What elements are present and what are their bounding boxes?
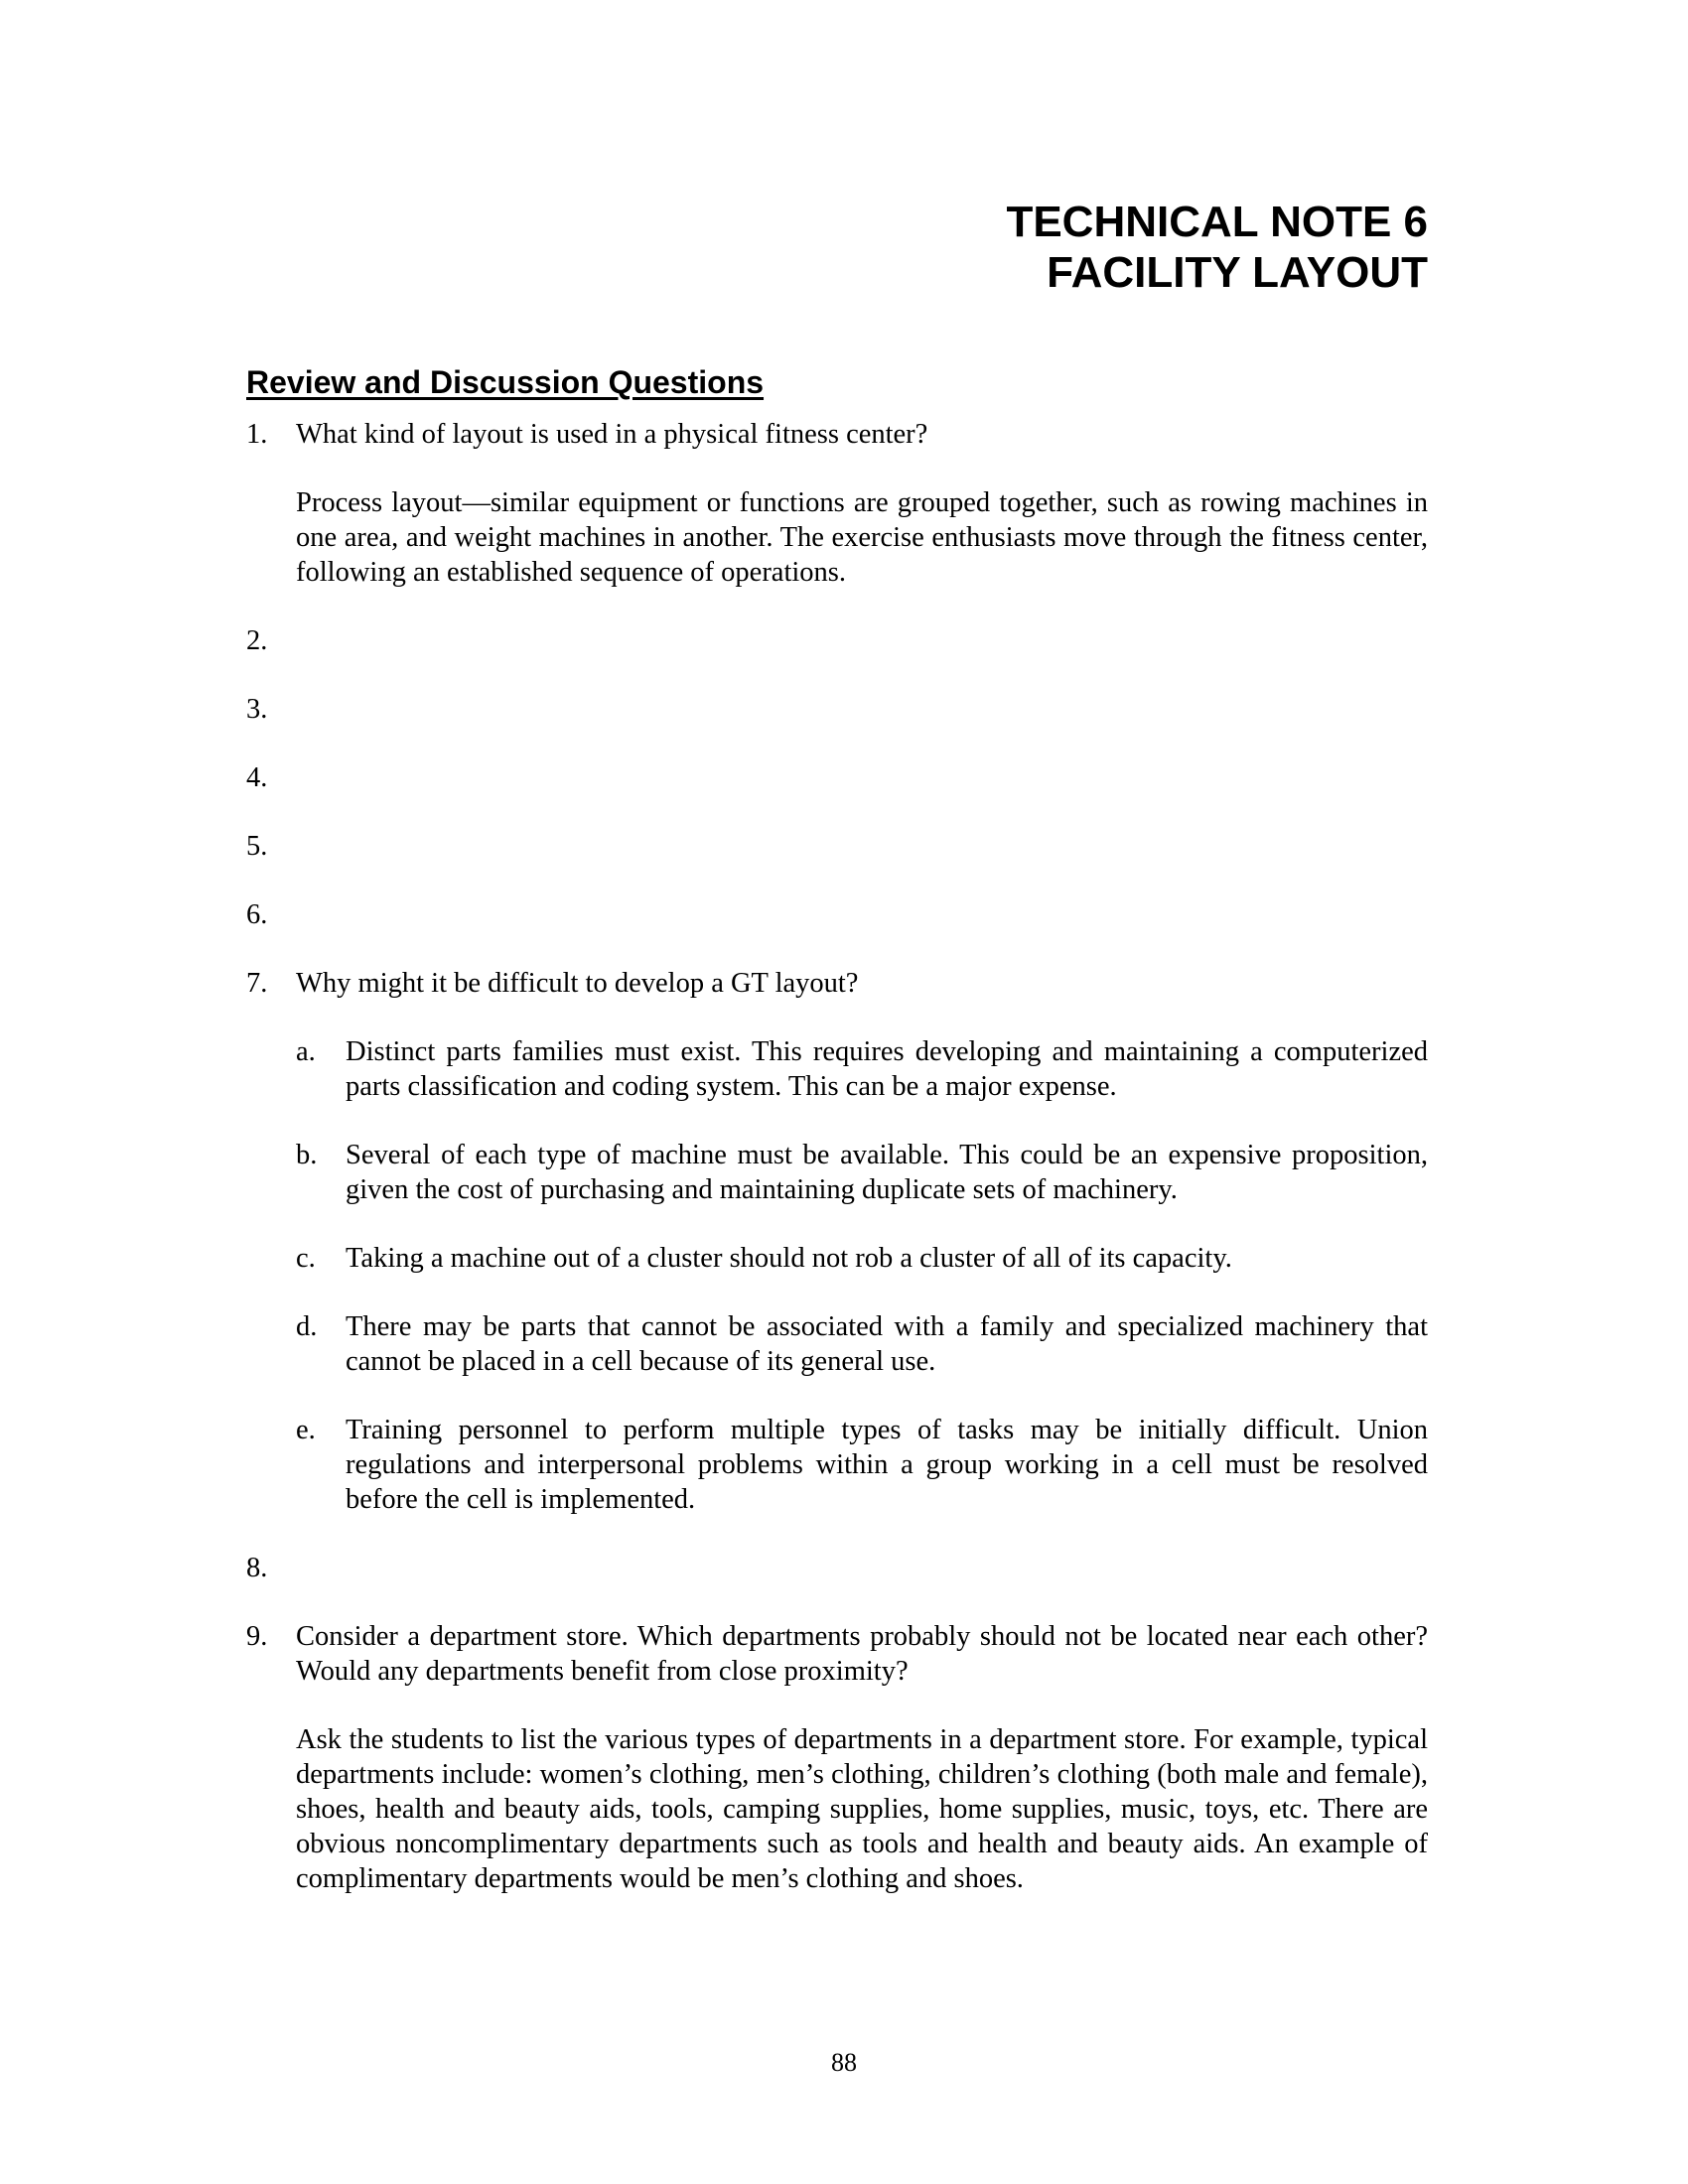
question-number: 1.	[246, 419, 268, 450]
question-3	[246, 692, 1428, 727]
question-5	[246, 829, 1428, 864]
question-number: 9.	[246, 1621, 268, 1652]
question-2	[246, 623, 1428, 658]
question-number: 7.	[246, 968, 268, 999]
answer-7-item-c	[296, 1241, 1428, 1276]
chapter-title-line-2: FACILITY LAYOUT	[1047, 248, 1428, 297]
answer-7-item-e	[296, 1413, 1428, 1517]
item-letter: e.	[296, 1415, 316, 1445]
item-text: Distinct parts families must exist. This requires developing and maintaining a computerized parts classification and coding system. This can be a major expense.	[346, 1036, 1428, 1102]
answer-7-item-d	[296, 1309, 1428, 1379]
question-1	[246, 417, 1428, 452]
item-text: Training personnel to perform multiple types of tasks may be initially difficult. Union regulations and interpersonal problems within a group working in a cell must be resolved before the cell is implemented.	[346, 1415, 1428, 1515]
item-letter: b.	[296, 1140, 318, 1170]
question-text: Why might it be difficult to develop a GT layout?	[296, 968, 859, 999]
question-8	[246, 1551, 1428, 1585]
item-text: There may be parts that cannot be associated with a family and specialized machinery that cannot be placed in a cell because of its general use.	[346, 1311, 1428, 1377]
item-letter: c.	[296, 1243, 316, 1274]
page-number: 88	[831, 2048, 857, 2077]
question-4	[246, 760, 1428, 795]
questions-list	[246, 417, 1428, 1930]
section-heading: Review and Discussion Questions	[246, 364, 765, 400]
question-number: 2.	[246, 625, 268, 656]
question-9	[246, 1619, 1428, 1689]
question-number: 5.	[246, 831, 268, 862]
answer-9: Ask the students to list the various types of departments in a department store. For example, typical departments include: women’s clothing, men’s clothing, children’s clothing (both male and female), shoes, health and beauty aids, tools, camping supplies, home supplies, music, toys, etc. There are obvious noncomplimentary departments such as tools and health and beauty aids. An example of complimentary departments would be men’s clothing and shoes.	[296, 1724, 1428, 1894]
item-text: Taking a machine out of a cluster should not rob a cluster of all of its capacity.	[346, 1243, 1232, 1274]
question-text: What kind of layout is used in a physical fitness center?	[296, 419, 928, 450]
answer-1: Process layout—similar equipment or functions are grouped together, such as rowing machines in one area, and weight machines in another. The exercise enthusiasts move through the fitness center, following an established sequence of operations.	[296, 487, 1428, 588]
item-letter: a.	[296, 1036, 316, 1067]
answer-7-item-a	[296, 1034, 1428, 1104]
question-7	[246, 966, 1428, 1001]
item-letter: d.	[296, 1311, 318, 1342]
chapter-title-line-1: TECHNICAL NOTE 6	[1006, 198, 1428, 246]
question-number: 4.	[246, 762, 268, 793]
question-6	[246, 897, 1428, 932]
question-text: Consider a department store. Which departments probably should not be located near each other? Would any departments benefit from close proximity?	[296, 1621, 1428, 1687]
item-text: Several of each type of machine must be available. This could be an expensive proposition, given the cost of purchasing and maintaining duplicate sets of machinery.	[346, 1140, 1428, 1205]
answer-7-item-b	[296, 1138, 1428, 1207]
chapter-title	[1006, 197, 1428, 298]
question-number: 3.	[246, 694, 268, 725]
question-number: 6.	[246, 899, 268, 930]
question-number: 8.	[246, 1553, 268, 1583]
